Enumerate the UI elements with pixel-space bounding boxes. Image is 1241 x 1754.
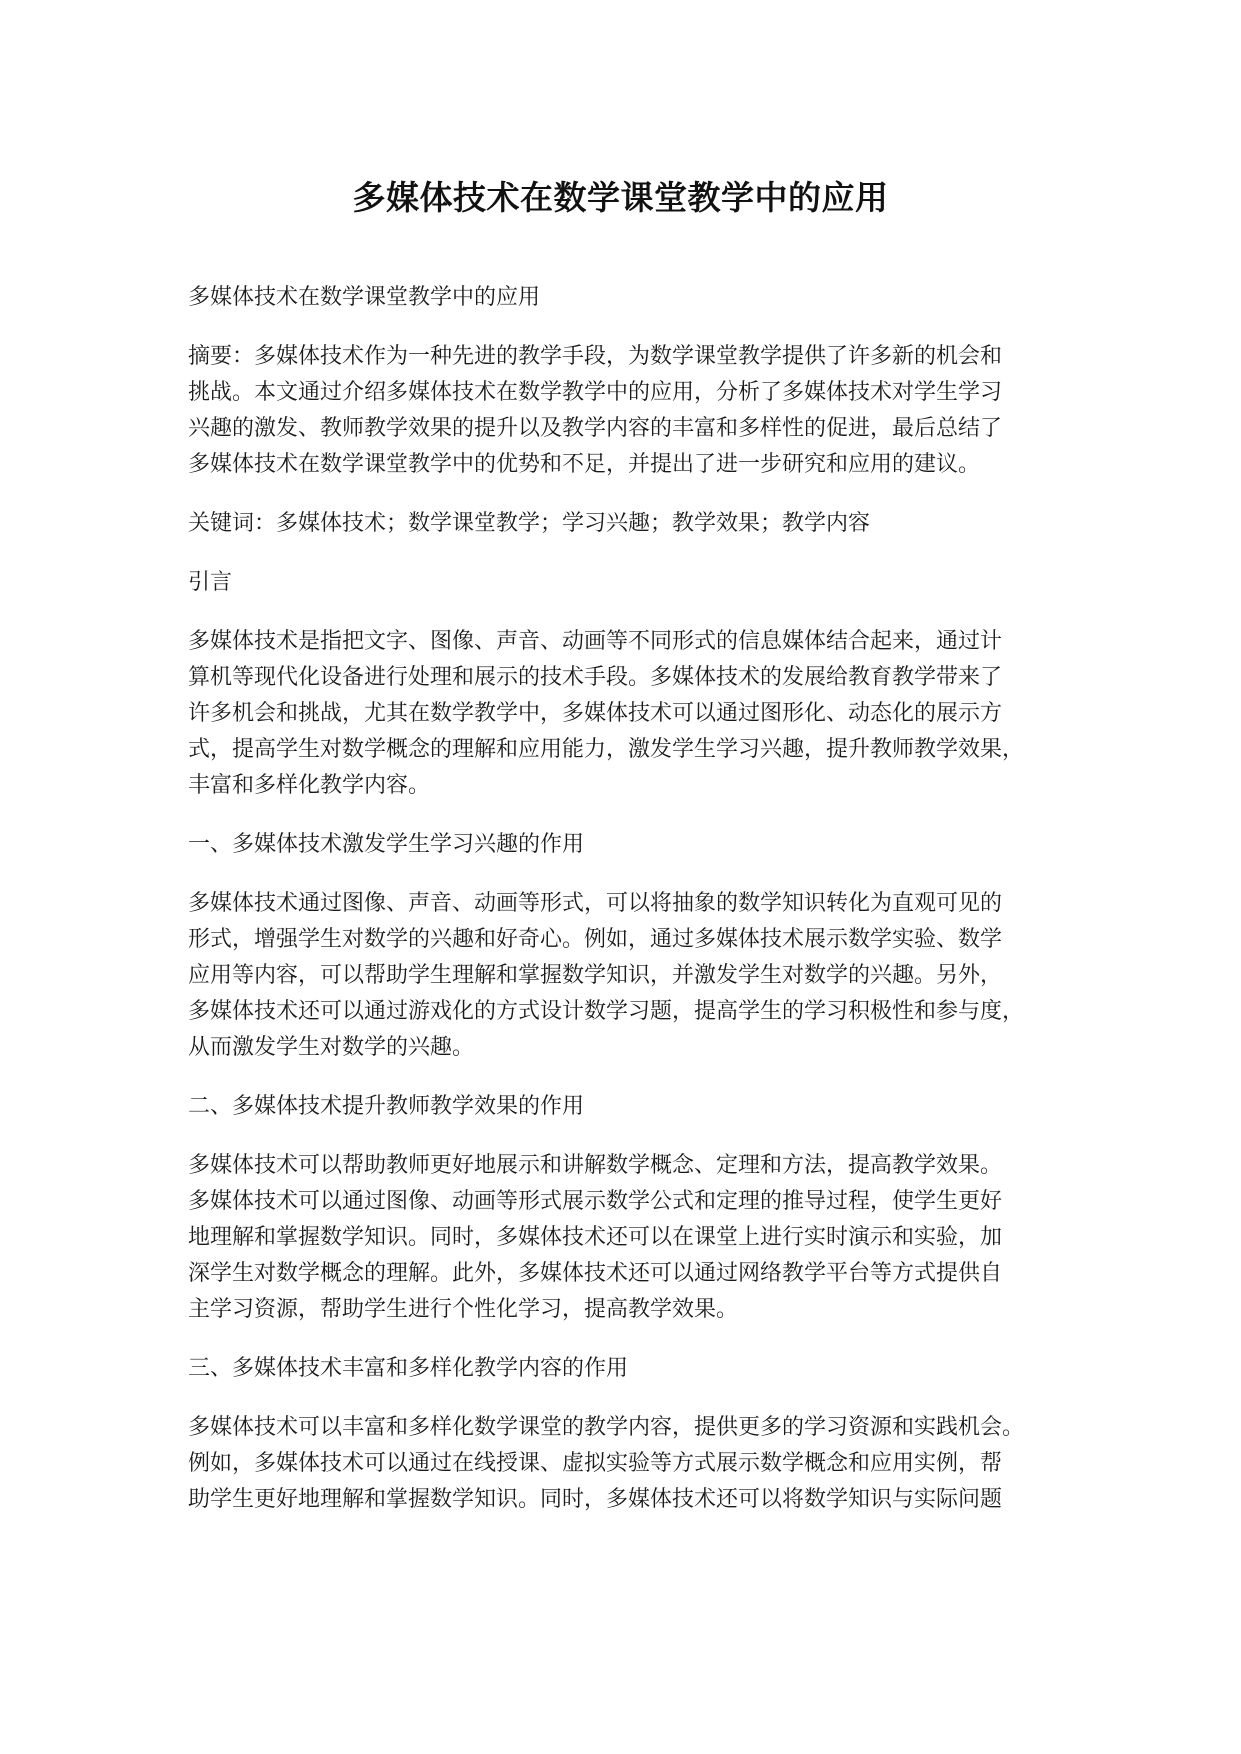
document-title: 多媒体技术在数学课堂教学中的应用 — [352, 178, 889, 217]
section-heading: 一、多媒体技术激发学生学习兴趣的作用 — [188, 832, 585, 857]
section3-line: 助学生更好地理解和掌握数学知识。同时，多媒体技术还可以将数学知识与实际问题 — [188, 1487, 1003, 1512]
section3-line: 多媒体技术可以丰富和多样化数学课堂的教学内容，提供更多的学习资源和实践机会。 — [188, 1415, 1025, 1440]
section1-line: 形式，增强学生对数学的兴趣和好奇心。例如，通过多媒体技术展示数学实验、数学 — [188, 927, 1003, 952]
abstract-line: 挑战。本文通过介绍多媒体技术在数学教学中的应用，分析了多媒体技术对学生学习 — [188, 380, 1003, 405]
section1-line: 从而激发学生对数学的兴趣。 — [188, 1035, 475, 1060]
intro-line: 式，提高学生对数学概念的理解和应用能力，激发学生学习兴趣，提升教师教学效果， — [188, 737, 1025, 762]
section-heading: 二、多媒体技术提升教师教学效果的作用 — [188, 1094, 585, 1119]
subtitle: 多媒体技术在数学课堂教学中的应用 — [188, 285, 541, 310]
intro-line: 多媒体技术是指把文字、图像、声音、动画等不同形式的信息媒体结合起来，通过计 — [188, 629, 1003, 654]
intro-paragraph — [188, 624, 1078, 804]
abstract-line: 摘要：多媒体技术作为一种先进的教学手段，为数学课堂教学提供了许多新的机会和 — [188, 344, 1003, 369]
keywords: 关键词：多媒体技术；数学课堂教学；学习兴趣；教学效果；教学内容 — [188, 511, 871, 536]
intro-heading: 引言 — [188, 570, 233, 595]
section-heading: 三、多媒体技术丰富和多样化教学内容的作用 — [188, 1356, 629, 1381]
abstract-line: 多媒体技术在数学课堂教学中的优势和不足，并提出了进一步研究和应用的建议。 — [188, 452, 981, 477]
section2-line: 地理解和掌握数学知识。同时，多媒体技术还可以在课堂上进行实时演示和实验，加 — [188, 1225, 1003, 1250]
section1-line: 多媒体技术还可以通过游戏化的方式设计数学习题，提高学生的学习积极性和参与度， — [188, 999, 1025, 1024]
document-body — [188, 280, 1078, 1541]
intro-line: 算机等现代化设备进行处理和展示的技术手段。多媒体技术的发展给教育教学带来了 — [188, 665, 1003, 690]
section2-line: 多媒体技术可以通过图像、动画等形式展示数学公式和定理的推导过程，使学生更好 — [188, 1189, 1003, 1214]
intro-line: 许多机会和挑战，尤其在数学教学中，多媒体技术可以通过图形化、动态化的展示方 — [188, 701, 1003, 726]
abstract-paragraph — [188, 339, 1078, 483]
section2-line: 多媒体技术可以帮助教师更好地展示和讲解数学概念、定理和方法，提高教学效果。 — [188, 1153, 1003, 1178]
section1-line: 应用等内容，可以帮助学生理解和掌握数学知识，并激发学生对数学的兴趣。另外， — [188, 963, 1003, 988]
section1-line: 多媒体技术通过图像、声音、动画等形式，可以将抽象的数学知识转化为直观可见的 — [188, 891, 1003, 916]
section3-paragraph — [188, 1410, 1078, 1518]
section2-line: 深学生对数学概念的理解。此外，多媒体技术还可以通过网络教学平台等方式提供自 — [188, 1261, 1003, 1286]
section2-line: 主学习资源，帮助学生进行个性化学习，提高教学效果。 — [188, 1297, 739, 1322]
abstract-line: 兴趣的激发、教师教学效果的提升以及教学内容的丰富和多样性的促进，最后总结了 — [188, 416, 1003, 441]
intro-line: 丰富和多样化教学内容。 — [188, 773, 431, 798]
section2-paragraph — [188, 1148, 1078, 1328]
section3-line: 例如，多媒体技术可以通过在线授课、虚拟实验等方式展示数学概念和应用实例，帮 — [188, 1451, 1003, 1476]
section1-paragraph — [188, 886, 1078, 1066]
